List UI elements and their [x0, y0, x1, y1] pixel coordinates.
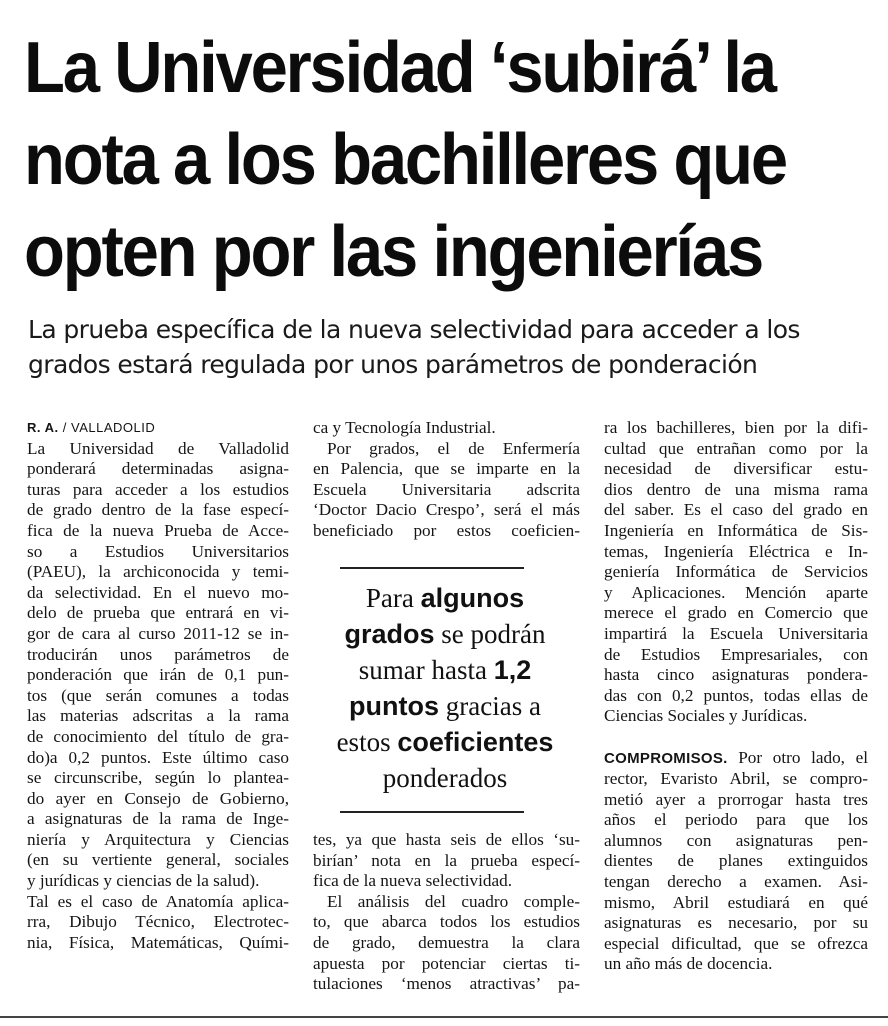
- column-1-line: (PAEU), la archiconocida y temi-: [27, 562, 289, 582]
- column-3-line: geniería Informática de Servicios: [604, 562, 868, 582]
- column-1-line: a asignaturas de la rama de Inge-: [27, 809, 289, 829]
- column-1-line: do ayer en Consejo de Gobierno,: [27, 788, 289, 808]
- column-3-line: años el periodo para que los: [604, 810, 868, 830]
- subheadline: [28, 312, 868, 382]
- column-3-line: especial dificultad, que se ofrezca: [604, 933, 868, 953]
- column-2-line: en Palencia, que se imparte en la: [313, 459, 580, 479]
- column-1-line: La Universidad de Valladolid: [27, 438, 289, 458]
- byline: [27, 418, 289, 439]
- column-3-line: dios dentro de una misma rama: [604, 479, 868, 499]
- column-2-line: de grado, demuestra la clara: [313, 932, 580, 952]
- column-3-line: dientes de planes extinguidos: [604, 851, 868, 871]
- column-1-line: de conocimiento del título de gra-: [27, 726, 289, 746]
- column-3-line: metió ayer a prorrogar hasta tres: [604, 789, 868, 809]
- column-2-line: El análisis del cuadro comple-: [327, 891, 580, 911]
- column-3-line: asignaturas es necesario, por su: [604, 913, 868, 933]
- column-1-line: so a Estudios Universitarios: [27, 541, 289, 561]
- column-3-line: necesidad de diversificar estu-: [604, 459, 868, 479]
- column-1: [27, 418, 289, 953]
- column-1-line: nia, Física, Matemáticas, Quími-: [27, 932, 289, 952]
- paragraph-gap: [604, 727, 868, 748]
- column-3: [604, 418, 868, 975]
- pullquote-bottom-rule: [340, 811, 524, 813]
- column-3-line: hasta cinco asignaturas pondera-: [604, 665, 868, 685]
- column-2-line: tulaciones ‘menos atractivas’ pa-: [313, 974, 580, 994]
- column-2-line: ‘Doctor Dacio Crespo’, será el más: [313, 500, 580, 520]
- column-1-line: se circunscribe, según lo plantea-: [27, 768, 289, 788]
- section-kicker: COMPROMISOS.: [604, 749, 728, 767]
- column-3-line: un año más de docencia.: [604, 954, 773, 974]
- column-3-line: de Estudios Empresariales, con: [604, 644, 868, 664]
- column-3-line: impartirá la Escuela Universitaria: [604, 623, 868, 643]
- pullquote-top-rule: [340, 567, 524, 569]
- column-3-line: alumnos con asignaturas pen-: [604, 830, 868, 850]
- column-1-line: ponderará determinadas asigna-: [27, 459, 289, 479]
- column-2-line: tes, ya que hasta seis de ellos ‘su-: [313, 830, 580, 849]
- subheadline-line-2: grados estará regulada por unos parámetros de ponderación: [28, 350, 758, 379]
- column-2-line: Por grados, el de Enfermería: [327, 438, 580, 458]
- column-2-line: ca y Tecnología Industrial.: [313, 418, 496, 437]
- column-1-line: da selectividad. En el nuevo mo-: [27, 582, 289, 602]
- column-2-top: [313, 418, 580, 542]
- column-3-line: tengan derecho a examen. Asi-: [604, 872, 868, 892]
- column-1-line: delo de prueba que entrará en vi-: [27, 603, 289, 623]
- column-3-line: ra los bachilleres, bien por la difi-: [604, 418, 868, 437]
- column-2-line: fica de la nueva selectividad.: [313, 871, 512, 891]
- column-1-line: gor de cara al curso 2011-12 se in-: [27, 623, 289, 643]
- column-3-line: cultad que entrañan como por la: [604, 438, 868, 458]
- column-1-line: tos (que serán comunes a todas: [27, 685, 289, 705]
- headline-line-1: La Universidad ‘subirá’ la: [24, 27, 775, 109]
- byline-separator: /: [62, 420, 67, 435]
- column-1-line: rra, Dibujo Técnico, Electrotec-: [27, 912, 289, 932]
- column-3-line: y Aplicaciones. Mención aparte: [604, 582, 868, 602]
- column-1-line: de grado dentro de la fase especí-: [27, 500, 289, 520]
- column-3-line: rector, Evaristo Abril, se compro-: [604, 769, 868, 789]
- headline-line-3: opten por las ingenierías: [24, 211, 763, 292]
- column-3-line: Ciencias Sociales y Jurídicas.: [604, 706, 808, 726]
- column-2-line: beneficiado por estos coeficien-: [313, 520, 580, 540]
- column-1-line: las materias adscritas a la rama: [27, 706, 289, 726]
- column-1-line: y jurídicas y ciencias de la salud).: [27, 871, 260, 891]
- column-1-line: troducirán unos parámetros de: [27, 644, 289, 664]
- column-3-line: mismo, Abril estudiará en qué: [604, 892, 868, 912]
- column-3-line: Ingeniería en Informática de Sis-: [604, 520, 868, 540]
- column-1-line: fica de la nueva Prueba de Acce-: [27, 520, 289, 540]
- column-2-line: birían’ nota en la prueba especí-: [313, 850, 580, 870]
- column-2-line: apuesta por potenciar ciertas ti-: [313, 953, 580, 973]
- column-1-line: turas para acceder a los estudios: [27, 479, 289, 499]
- column-1-line: ponderación que irán de 0,1 pun-: [27, 665, 289, 685]
- column-2-line: Escuela Universitaria adscrita: [313, 479, 580, 499]
- subheadline-line-1: La prueba específica de la nueva selectividad para acceder a los: [28, 315, 800, 344]
- pullquote: Para algunos grados se podrán sumar hasta 1,2 puntos gracias a estos coeficientes ponderados: [336, 583, 554, 793]
- headline-line-2: nota a los bachilleres que: [24, 119, 786, 201]
- column-1-line: niería y Arquitectura y Ciencias: [27, 829, 289, 849]
- column-2-line: to, que abarca todos los estudios: [313, 912, 580, 932]
- column-1-line: (en su vertiente general, sociales: [27, 850, 289, 870]
- column-1-line: do)a 0,2 puntos. Este último caso: [27, 747, 289, 767]
- column-3-kicker-line: COMPROMISOS. Por otro lado, el: [604, 747, 868, 767]
- column-2-bottom: [313, 830, 580, 995]
- column-3-line: merece el grado en Comercio que: [604, 603, 868, 623]
- column-3-line: temas, Ingeniería Eléctrica e In-: [604, 541, 868, 561]
- byline-author: R. A.: [27, 420, 59, 435]
- column-3-line: das con 0,2 puntos, todas ellas de: [604, 685, 868, 705]
- bottom-rule: [0, 1016, 888, 1018]
- byline-place: VALLADOLID: [71, 420, 156, 435]
- column-3-line: del saber. Es el caso del grado en: [604, 500, 868, 520]
- column-1-line: Tal es el caso de Anatomía aplica-: [27, 891, 289, 911]
- headline: [24, 22, 874, 297]
